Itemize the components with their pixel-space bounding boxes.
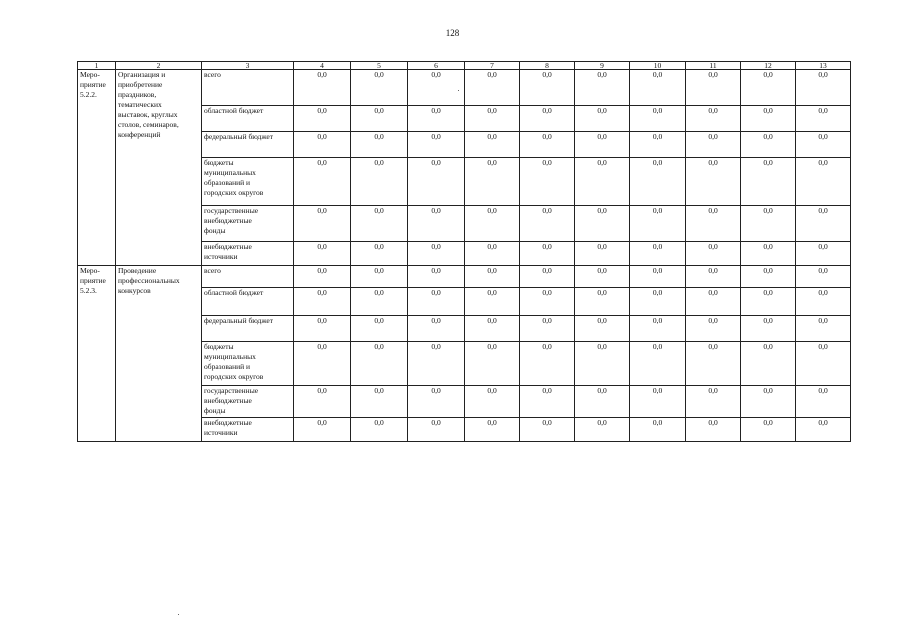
value-cell: 0,0: [294, 266, 351, 288]
measure-title-line: приобретение: [118, 80, 163, 89]
column-number-header: 13: [796, 62, 851, 70]
measure-label-line: Меро-: [80, 266, 100, 275]
value-cell: 0,0: [408, 70, 465, 106]
value-cell: 0,0: [465, 386, 520, 418]
funding-source-line: городских округов: [204, 372, 264, 381]
column-number-header: 7: [465, 62, 520, 70]
column-number-row: [78, 62, 851, 70]
value-cell: 0,0: [630, 418, 686, 442]
value-cell: 0,0: [741, 418, 796, 442]
funding-source-line: государственные: [204, 386, 259, 395]
value-cell: 0,0: [408, 242, 465, 266]
value-cell: 0,0: [294, 386, 351, 418]
budget-table: [77, 61, 851, 442]
value-cell: 0,0: [351, 206, 408, 242]
value-cell: 0,0: [408, 418, 465, 442]
scan-speck: [178, 614, 179, 615]
value-cell: 0,0: [465, 266, 520, 288]
value-cell: 0,0: [796, 266, 851, 288]
value-cell: 0,0: [686, 242, 741, 266]
value-cell: 0,0: [465, 316, 520, 342]
measure-title-line: праздников,: [118, 90, 157, 99]
value-cell: 0,0: [686, 158, 741, 206]
value-cell: 0,0: [686, 288, 741, 316]
value-cell: 0,0: [575, 418, 630, 442]
column-number-header: 4: [294, 62, 351, 70]
value-cell: 0,0: [575, 386, 630, 418]
funding-source-line: городских округов: [204, 188, 264, 197]
value-cell: 0,0: [796, 316, 851, 342]
value-cell: 0,0: [408, 158, 465, 206]
value-cell: 0,0: [465, 106, 520, 132]
value-cell: 0,0: [520, 288, 575, 316]
value-cell: 0,0: [686, 386, 741, 418]
funding-source-cell: [202, 316, 294, 342]
value-cell: 0,0: [351, 70, 408, 106]
funding-source-line: внебюджетные: [204, 216, 252, 225]
value-cell: 0,0: [520, 418, 575, 442]
column-number-header: 1: [78, 62, 116, 70]
value-cell: 0,0: [520, 266, 575, 288]
scan-speck: [458, 90, 459, 91]
value-cell: 0,0: [294, 158, 351, 206]
value-cell: 0,0: [575, 342, 630, 386]
value-cell: 0,0: [465, 418, 520, 442]
funding-source-line: бюджеты: [204, 158, 234, 167]
value-cell: 0,0: [408, 106, 465, 132]
value-cell: 0,0: [294, 418, 351, 442]
value-cell: 0,0: [796, 132, 851, 158]
funding-source-line: фонды: [204, 226, 226, 235]
value-cell: 0,0: [294, 132, 351, 158]
funding-source-cell: [202, 342, 294, 386]
value-cell: 0,0: [351, 158, 408, 206]
value-cell: 0,0: [741, 316, 796, 342]
value-cell: 0,0: [686, 132, 741, 158]
funding-source-line: областной бюджет: [204, 288, 264, 297]
value-cell: 0,0: [408, 342, 465, 386]
value-cell: 0,0: [408, 386, 465, 418]
funding-source-line: источники: [204, 252, 238, 261]
column-number-header: 12: [741, 62, 796, 70]
value-cell: 0,0: [630, 288, 686, 316]
funding-source-cell: [202, 206, 294, 242]
value-cell: 0,0: [351, 288, 408, 316]
value-cell: 0,0: [630, 266, 686, 288]
funding-source-line: всего: [204, 70, 221, 79]
value-cell: 0,0: [575, 132, 630, 158]
value-cell: 0,0: [351, 266, 408, 288]
value-cell: 0,0: [351, 342, 408, 386]
value-cell: 0,0: [294, 70, 351, 106]
value-cell: 0,0: [741, 106, 796, 132]
value-cell: 0,0: [741, 206, 796, 242]
value-cell: 0,0: [465, 132, 520, 158]
value-cell: 0,0: [465, 70, 520, 106]
measure-title-line: Организация и: [118, 70, 166, 79]
value-cell: 0,0: [520, 132, 575, 158]
value-cell: 0,0: [465, 158, 520, 206]
value-cell: 0,0: [294, 106, 351, 132]
funding-source-line: муниципальных: [204, 168, 256, 177]
measure-title-line: Проведение: [118, 266, 157, 275]
column-number-header: 8: [520, 62, 575, 70]
measure-label-line: приятие: [80, 80, 106, 89]
value-cell: 0,0: [630, 342, 686, 386]
funding-source-cell: [202, 386, 294, 418]
value-cell: 0,0: [741, 158, 796, 206]
measure-label-cell: [78, 266, 116, 442]
value-cell: 0,0: [741, 70, 796, 106]
table-row: [78, 70, 851, 106]
column-number-header: 9: [575, 62, 630, 70]
funding-source-line: фонды: [204, 406, 226, 415]
value-cell: 0,0: [465, 288, 520, 316]
value-cell: 0,0: [630, 158, 686, 206]
measure-title-line: столов, семинаров,: [118, 120, 179, 129]
value-cell: 0,0: [520, 386, 575, 418]
value-cell: 0,0: [465, 342, 520, 386]
value-cell: 0,0: [686, 266, 741, 288]
value-cell: 0,0: [575, 288, 630, 316]
value-cell: 0,0: [294, 242, 351, 266]
value-cell: 0,0: [630, 132, 686, 158]
funding-source-cell: [202, 266, 294, 288]
value-cell: 0,0: [686, 342, 741, 386]
value-cell: 0,0: [686, 316, 741, 342]
funding-source-cell: [202, 132, 294, 158]
value-cell: 0,0: [741, 242, 796, 266]
funding-source-line: внебюджетные: [204, 242, 252, 251]
value-cell: 0,0: [294, 316, 351, 342]
value-cell: 0,0: [520, 206, 575, 242]
value-cell: 0,0: [796, 158, 851, 206]
funding-source-line: федеральный бюджет: [204, 132, 274, 141]
funding-source-cell: [202, 288, 294, 316]
funding-source-cell: [202, 70, 294, 106]
value-cell: 0,0: [351, 242, 408, 266]
value-cell: 0,0: [408, 206, 465, 242]
value-cell: 0,0: [465, 242, 520, 266]
value-cell: 0,0: [796, 206, 851, 242]
value-cell: 0,0: [741, 132, 796, 158]
measure-title-line: профессиональных: [118, 276, 180, 285]
value-cell: 0,0: [351, 316, 408, 342]
value-cell: 0,0: [575, 158, 630, 206]
measure-label-line: Меро-: [80, 70, 100, 79]
value-cell: 0,0: [351, 106, 408, 132]
value-cell: 0,0: [520, 70, 575, 106]
table-row: [78, 266, 851, 288]
value-cell: 0,0: [294, 206, 351, 242]
funding-source-line: государственные: [204, 206, 259, 215]
value-cell: 0,0: [294, 342, 351, 386]
value-cell: 0,0: [294, 288, 351, 316]
value-cell: 0,0: [575, 70, 630, 106]
measure-title-line: тематических: [118, 100, 162, 109]
value-cell: 0,0: [630, 206, 686, 242]
value-cell: 0,0: [520, 342, 575, 386]
value-cell: 0,0: [630, 386, 686, 418]
value-cell: 0,0: [630, 70, 686, 106]
value-cell: 0,0: [351, 132, 408, 158]
measure-title-cell: [116, 266, 202, 442]
funding-source-line: всего: [204, 266, 221, 275]
measure-title-line: выставок, круглых: [118, 110, 178, 119]
value-cell: 0,0: [408, 316, 465, 342]
funding-source-line: федеральный бюджет: [204, 316, 274, 325]
column-number-header: 5: [351, 62, 408, 70]
value-cell: 0,0: [686, 418, 741, 442]
value-cell: 0,0: [796, 70, 851, 106]
measure-title-line: конкурсов: [118, 286, 151, 295]
measure-title-line: конференций: [118, 130, 161, 139]
measure-title-cell: [116, 70, 202, 266]
value-cell: 0,0: [351, 418, 408, 442]
value-cell: 0,0: [520, 242, 575, 266]
value-cell: 0,0: [575, 316, 630, 342]
measure-label-line: 5.2.3.: [80, 286, 97, 295]
funding-source-cell: [202, 418, 294, 442]
value-cell: 0,0: [741, 266, 796, 288]
value-cell: 0,0: [741, 342, 796, 386]
value-cell: 0,0: [575, 242, 630, 266]
value-cell: 0,0: [408, 288, 465, 316]
value-cell: 0,0: [796, 288, 851, 316]
value-cell: 0,0: [686, 106, 741, 132]
funding-source-line: внебюджетные: [204, 396, 252, 405]
column-number-header: 6: [408, 62, 465, 70]
value-cell: 0,0: [796, 106, 851, 132]
value-cell: 0,0: [520, 316, 575, 342]
funding-source-line: внебюджетные: [204, 418, 252, 427]
funding-source-line: бюджеты: [204, 342, 234, 351]
column-number-header: 3: [202, 62, 294, 70]
value-cell: 0,0: [796, 418, 851, 442]
value-cell: 0,0: [351, 386, 408, 418]
value-cell: 0,0: [575, 206, 630, 242]
value-cell: 0,0: [520, 158, 575, 206]
funding-source-cell: [202, 158, 294, 206]
column-number-header: 11: [686, 62, 741, 70]
value-cell: 0,0: [575, 266, 630, 288]
column-number-header: 2: [116, 62, 202, 70]
measure-label-line: приятие: [80, 276, 106, 285]
funding-source-line: муниципальных: [204, 352, 256, 361]
value-cell: 0,0: [741, 288, 796, 316]
value-cell: 0,0: [408, 266, 465, 288]
value-cell: 0,0: [520, 106, 575, 132]
measure-label-cell: [78, 70, 116, 266]
funding-source-line: источники: [204, 428, 238, 437]
value-cell: 0,0: [741, 386, 796, 418]
value-cell: 0,0: [796, 386, 851, 418]
value-cell: 0,0: [575, 106, 630, 132]
value-cell: 0,0: [408, 132, 465, 158]
funding-source-line: образований и: [204, 178, 251, 187]
value-cell: 0,0: [686, 206, 741, 242]
value-cell: 0,0: [796, 242, 851, 266]
page-number: 128: [445, 28, 460, 38]
value-cell: 0,0: [630, 106, 686, 132]
value-cell: 0,0: [465, 206, 520, 242]
funding-source-line: образований и: [204, 362, 251, 371]
column-number-header: 10: [630, 62, 686, 70]
value-cell: 0,0: [630, 242, 686, 266]
funding-source-cell: [202, 242, 294, 266]
value-cell: 0,0: [686, 70, 741, 106]
value-cell: 0,0: [630, 316, 686, 342]
funding-source-cell: [202, 106, 294, 132]
funding-source-line: областной бюджет: [204, 106, 264, 115]
measure-label-line: 5.2.2.: [80, 90, 97, 99]
value-cell: 0,0: [796, 342, 851, 386]
